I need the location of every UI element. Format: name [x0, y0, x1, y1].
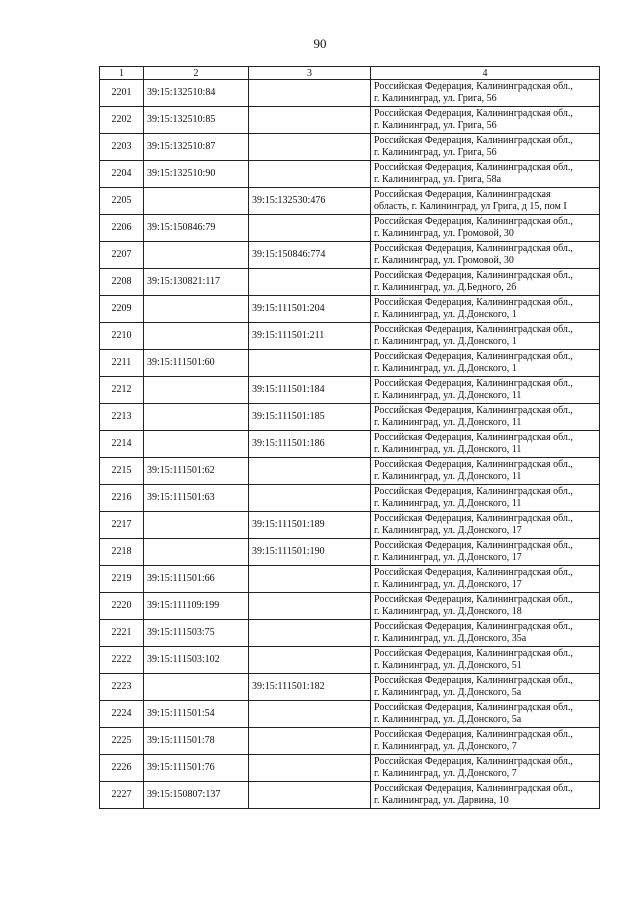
address-line-1: Российская Федерация, Калининградская обл.,: [374, 459, 573, 470]
column-header-1: 1: [100, 67, 144, 80]
address-line-2: область, г. Калининград, ул Грига, д 15, пом I: [374, 201, 567, 212]
address-cell: [371, 782, 600, 809]
address-cell: [371, 80, 600, 107]
row-number: 2220: [100, 593, 144, 620]
table-row: [100, 458, 600, 485]
cadastral-number-alt: 39:15:111501:189: [249, 512, 371, 539]
row-number: 2201: [100, 80, 144, 107]
cadastral-number: 39:15:132510:84: [144, 80, 249, 107]
cadastral-number-alt: [249, 485, 371, 512]
cadastral-number-alt: [249, 701, 371, 728]
address-cell: [371, 215, 600, 242]
cadastral-number-alt: [249, 755, 371, 782]
cadastral-number: [144, 404, 249, 431]
address-line-2: г. Калининград, ул. Грига, 56: [374, 147, 497, 158]
cadastral-number-alt: [249, 593, 371, 620]
table-row: [100, 782, 600, 809]
cadastral-number: 39:15:111501:54: [144, 701, 249, 728]
cadastral-number-alt: [249, 647, 371, 674]
cadastral-number: 39:15:111503:102: [144, 647, 249, 674]
address-line-1: Российская Федерация, Калининградская обл.,: [374, 567, 573, 578]
cadastral-number: 39:15:111501:66: [144, 566, 249, 593]
cadastral-number-alt: [249, 161, 371, 188]
address-line-2: г. Калининград, ул. Д.Донского, 1: [374, 336, 517, 347]
address-line-2: г. Калининград, ул. Грига, 58а: [374, 174, 502, 185]
row-number: 2217: [100, 512, 144, 539]
address-line-2: г. Калининград, ул. Д.Донского, 7: [374, 768, 517, 779]
address-cell: [371, 647, 600, 674]
table-body: [100, 80, 600, 809]
cadastral-number: 39:15:111501:63: [144, 485, 249, 512]
table-row: [100, 269, 600, 296]
cadastral-number-alt: [249, 269, 371, 296]
row-number: 2211: [100, 350, 144, 377]
address-line-1: Российская Федерация, Калининградская обл.,: [374, 405, 573, 416]
row-number: 2205: [100, 188, 144, 215]
address-cell: [371, 296, 600, 323]
table-row: [100, 161, 600, 188]
row-number: 2223: [100, 674, 144, 701]
cadastral-number: 39:15:111501:62: [144, 458, 249, 485]
cadastral-number: [144, 539, 249, 566]
column-header-3: 3: [249, 67, 371, 80]
address-cell: [371, 134, 600, 161]
cadastral-number: 39:15:150846:79: [144, 215, 249, 242]
row-number: 2212: [100, 377, 144, 404]
row-number: 2224: [100, 701, 144, 728]
address-line-2: г. Калининград, ул. Д.Донского, 18: [374, 606, 522, 617]
table-row: [100, 647, 600, 674]
address-line-2: г. Калининград, ул. Грига, 56: [374, 120, 497, 131]
row-number: 2215: [100, 458, 144, 485]
table-row: [100, 593, 600, 620]
cadastral-number-alt: [249, 458, 371, 485]
table-row: [100, 728, 600, 755]
cadastral-number-alt: 39:15:111501:186: [249, 431, 371, 458]
address-line-1: Российская Федерация, Калининградская обл.,: [374, 621, 573, 632]
cadastral-number: [144, 431, 249, 458]
address-line-2: г. Калининград, ул. Д.Донского, 11: [374, 417, 522, 428]
row-number: 2204: [100, 161, 144, 188]
address-line-2: г. Калининград, ул. Грига, 56: [374, 93, 497, 104]
table-row: [100, 215, 600, 242]
address-line-1: Российская Федерация, Калининградская обл.,: [374, 378, 573, 389]
cadastral-number: 39:15:111109:199: [144, 593, 249, 620]
address-line-1: Российская Федерация, Калининградская обл.,: [374, 351, 573, 362]
table-row: [100, 188, 600, 215]
address-line-1: Российская Федерация, Калининградская обл.,: [374, 648, 573, 659]
header-row: [100, 67, 600, 80]
table-row: [100, 242, 600, 269]
address-line-2: г. Калининград, ул. Д.Донского, 11: [374, 471, 522, 482]
address-line-2: г. Калининград, ул. Д.Донского, 51: [374, 660, 522, 671]
cadastral-number-alt: [249, 80, 371, 107]
row-number: 2202: [100, 107, 144, 134]
address-cell: [371, 593, 600, 620]
cadastral-number-alt: 39:15:132530:476: [249, 188, 371, 215]
address-cell: [371, 539, 600, 566]
address-line-1: Российская Федерация, Калининградская обл.,: [374, 162, 573, 173]
cadastral-number-alt: [249, 107, 371, 134]
address-cell: [371, 485, 600, 512]
address-line-2: г. Калининград, ул. Д.Донского, 17: [374, 552, 522, 563]
address-line-1: Российская Федерация, Калининградская обл.,: [374, 486, 573, 497]
cadastral-number-alt: 39:15:111501:190: [249, 539, 371, 566]
cadastral-number: 39:15:132510:87: [144, 134, 249, 161]
page-number: 90: [313, 36, 327, 51]
row-number: 2226: [100, 755, 144, 782]
row-number: 2213: [100, 404, 144, 431]
cadastral-number: 39:15:111501:60: [144, 350, 249, 377]
address-line-2: г. Калининград, ул. Д.Донского, 35а: [374, 633, 527, 644]
address-cell: [371, 566, 600, 593]
address-line-1: Российская Федерация, Калининградская обл.,: [374, 756, 573, 767]
address-cell: [371, 431, 600, 458]
row-number: 2227: [100, 782, 144, 809]
cadastral-number: [144, 377, 249, 404]
cadastral-number: [144, 323, 249, 350]
table-row: [100, 296, 600, 323]
address-cell: [371, 242, 600, 269]
address-cell: [371, 728, 600, 755]
address-line-1: Российская Федерация, Калининградская обл.,: [374, 135, 573, 146]
address-line-2: г. Калининград, ул. Д.Донского, 11: [374, 444, 522, 455]
table-row: [100, 485, 600, 512]
address-line-2: г. Калининград, ул. Д.Донского, 1: [374, 363, 517, 374]
cadastral-number: 39:15:111503:75: [144, 620, 249, 647]
address-line-1: Российская Федерация, Калининградская обл.,: [374, 783, 573, 794]
row-number: 2214: [100, 431, 144, 458]
table-row: [100, 512, 600, 539]
row-number: 2218: [100, 539, 144, 566]
address-cell: [371, 188, 600, 215]
address-cell: [371, 404, 600, 431]
address-line-1: Российская Федерация, Калининградская обл.,: [374, 270, 573, 281]
table-row: [100, 620, 600, 647]
row-number: 2216: [100, 485, 144, 512]
cadastral-number: [144, 512, 249, 539]
row-number: 2209: [100, 296, 144, 323]
cadastral-number-alt: 39:15:111501:182: [249, 674, 371, 701]
row-number: 2221: [100, 620, 144, 647]
address-line-2: г. Калининград, ул. Д.Донского, 17: [374, 579, 522, 590]
address-line-1: Российская Федерация, Калининградская обл.,: [374, 324, 573, 335]
address-cell: [371, 107, 600, 134]
table-row: [100, 107, 600, 134]
address-line-2: г. Калининград, ул. Д.Донского, 11: [374, 390, 522, 401]
table-row: [100, 674, 600, 701]
cadastral-number: 39:15:150807:137: [144, 782, 249, 809]
address-line-1: Российская Федерация, Калининградская обл.,: [374, 216, 573, 227]
cadastral-number-alt: [249, 350, 371, 377]
row-number: 2225: [100, 728, 144, 755]
address-line-2: г. Калининград, ул. Громовой, 30: [374, 255, 514, 266]
address-line-1: Российская Федерация, Калининградская обл.,: [374, 729, 573, 740]
address-cell: [371, 512, 600, 539]
row-number: 2207: [100, 242, 144, 269]
cadastral-number-alt: [249, 782, 371, 809]
address-cell: [371, 674, 600, 701]
cadastral-number: 39:15:111501:78: [144, 728, 249, 755]
row-number: 2203: [100, 134, 144, 161]
table-row: [100, 377, 600, 404]
address-line-1: Российская Федерация, Калининградская обл.,: [374, 540, 573, 551]
cadastral-number: 39:15:132510:90: [144, 161, 249, 188]
address-line-1: Российская Федерация, Калининградская обл.,: [374, 297, 573, 308]
address-line-2: г. Калининград, ул. Д.Донского, 1: [374, 309, 517, 320]
address-line-1: Российская Федерация, Калининградская обл.,: [374, 108, 573, 119]
row-number: 2206: [100, 215, 144, 242]
address-cell: [371, 269, 600, 296]
address-cell: [371, 161, 600, 188]
address-line-1: Российская Федерация, Калининградская: [374, 189, 551, 200]
cadastral-number-alt: [249, 566, 371, 593]
address-line-2: г. Калининград, ул. Д.Донского, 5а: [374, 687, 522, 698]
address-line-1: Российская Федерация, Калининградская обл.,: [374, 594, 573, 605]
table-row: [100, 755, 600, 782]
address-line-1: Российская Федерация, Калининградская обл.,: [374, 702, 573, 713]
cadastral-number: 39:15:132510:85: [144, 107, 249, 134]
column-header-2: 2: [144, 67, 249, 80]
row-number: 2208: [100, 269, 144, 296]
table-row: [100, 431, 600, 458]
table-row: [100, 566, 600, 593]
cadastral-number: [144, 188, 249, 215]
address-cell: [371, 458, 600, 485]
address-cell: [371, 350, 600, 377]
cadastral-number-alt: [249, 728, 371, 755]
cadastral-number-alt: 39:15:111501:184: [249, 377, 371, 404]
cadastral-number-alt: 39:15:111501:185: [249, 404, 371, 431]
table-row: [100, 404, 600, 431]
table-row: [100, 134, 600, 161]
cadastral-number: [144, 296, 249, 323]
address-line-1: Российская Федерация, Калининградская обл.,: [374, 432, 573, 443]
cadastral-number: 39:15:130821:117: [144, 269, 249, 296]
address-line-2: г. Калининград, ул. Громовой, 30: [374, 228, 514, 239]
cadastral-number-alt: 39:15:150846:774: [249, 242, 371, 269]
address-line-2: г. Калининград, ул. Д.Донского, 17: [374, 525, 522, 536]
address-line-2: г. Калининград, ул. Д.Донского, 11: [374, 498, 522, 509]
address-line-1: Российская Федерация, Калининградская обл.,: [374, 675, 573, 686]
cadastral-number-alt: 39:15:111501:211: [249, 323, 371, 350]
table-row: [100, 350, 600, 377]
address-cell: [371, 377, 600, 404]
table-row: [100, 701, 600, 728]
address-cell: [371, 701, 600, 728]
address-line-1: Российская Федерация, Калининградская обл.,: [374, 81, 573, 92]
address-cell: [371, 620, 600, 647]
row-number: 2210: [100, 323, 144, 350]
row-number: 2219: [100, 566, 144, 593]
address-line-1: Российская Федерация, Калининградская обл.,: [374, 513, 573, 524]
cadastral-number-alt: [249, 620, 371, 647]
address-line-1: Российская Федерация, Калининградская обл.,: [374, 243, 573, 254]
cadastral-number: [144, 674, 249, 701]
table-row: [100, 539, 600, 566]
cadastral-number: 39:15:111501:76: [144, 755, 249, 782]
column-header-4: 4: [371, 67, 600, 80]
row-number: 2222: [100, 647, 144, 674]
cadastral-number-alt: 39:15:111501:204: [249, 296, 371, 323]
cadastral-number-alt: [249, 215, 371, 242]
address-cell: [371, 755, 600, 782]
table-row: [100, 80, 600, 107]
address-line-2: г. Калининград, ул. Дарвина, 10: [374, 795, 509, 806]
registry-table: [99, 66, 600, 809]
address-line-2: г. Калининград, ул. Д.Донского, 7: [374, 741, 517, 752]
cadastral-number-alt: [249, 134, 371, 161]
address-line-2: г. Калининград, ул. Д.Донского, 5а: [374, 714, 522, 725]
cadastral-number: [144, 242, 249, 269]
address-line-2: г. Калининград, ул. Д.Бедного, 2б: [374, 282, 517, 293]
table-row: [100, 323, 600, 350]
address-cell: [371, 323, 600, 350]
